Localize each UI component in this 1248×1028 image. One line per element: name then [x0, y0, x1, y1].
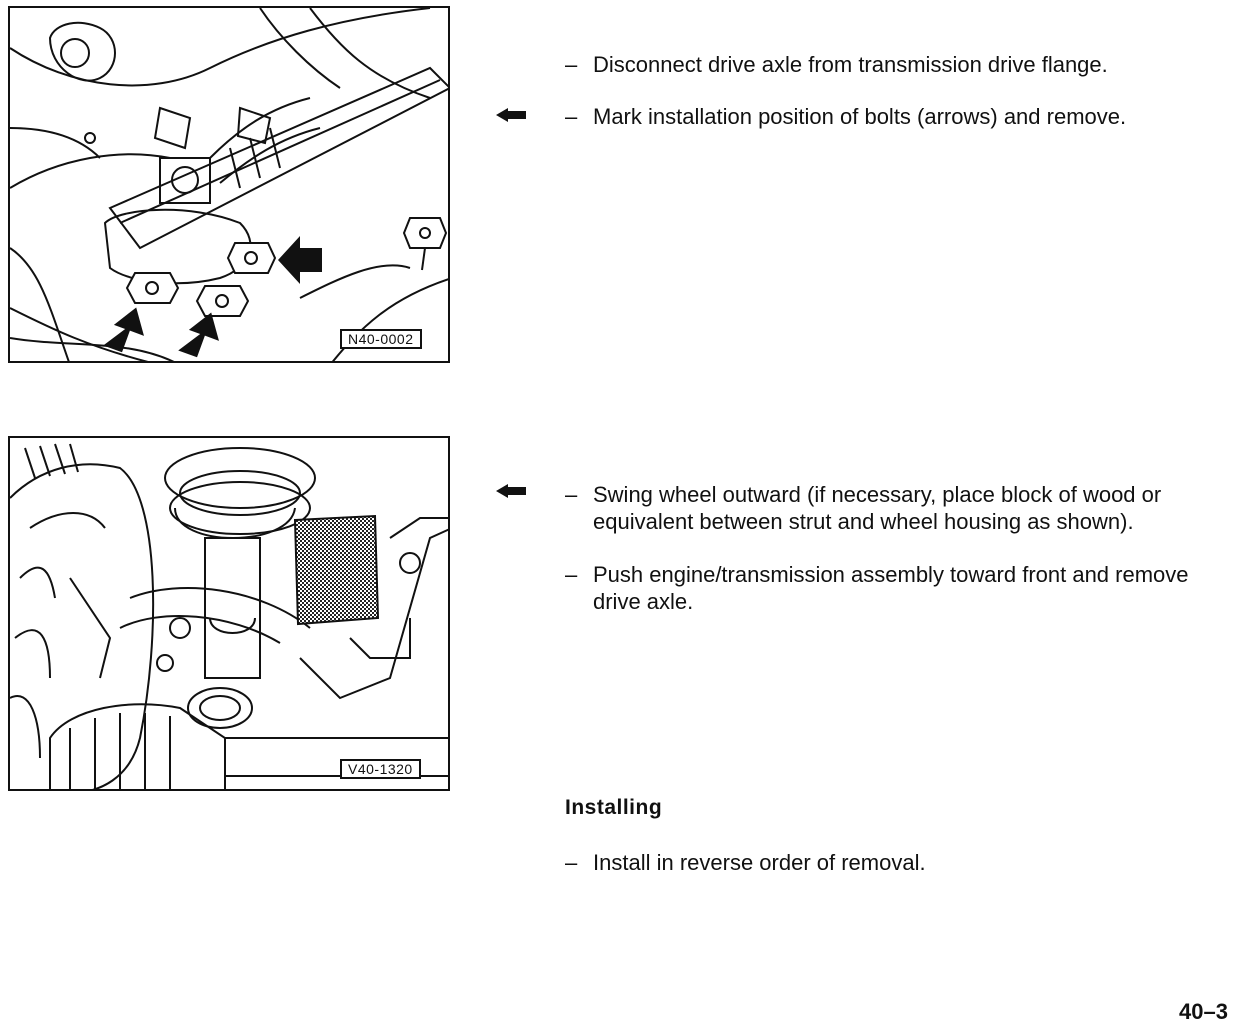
step-dash: –: [565, 850, 578, 875]
step-dash: –: [565, 482, 578, 507]
figure-label: V40-1320: [340, 759, 421, 779]
section-heading-installing: Installing: [565, 796, 663, 819]
step-text: Disconnect drive axle from transmission drive flange.: [593, 52, 1108, 77]
step-dash: –: [565, 104, 578, 129]
wheel-outward-strut-illustration: [10, 438, 450, 791]
instruction-step: [565, 481, 1248, 535]
step-text: Mark installation position of bolts (arrows) and remove.: [593, 104, 1127, 129]
step-dash: –: [565, 562, 578, 587]
step-dash: –: [565, 52, 578, 77]
figure-label: N40-0002: [340, 329, 422, 349]
step-text: Push engine/transmission assembly toward front and remove drive axle.: [593, 562, 1189, 614]
page-number: 40–3: [1179, 999, 1228, 1024]
left-pointer-arrow-icon: [496, 107, 526, 123]
figure-drive-flange: [8, 6, 450, 363]
instruction-step: [565, 849, 1248, 876]
left-pointer-arrow-icon: [496, 483, 526, 499]
step-text: Install in reverse order of removal.: [593, 850, 926, 875]
figure-wheel-outward: [8, 436, 450, 791]
instruction-step: [565, 51, 1248, 78]
drive-flange-bolts-illustration: [10, 8, 450, 363]
instruction-step: [565, 561, 1213, 615]
step-text: Swing wheel outward (if necessary, place block of wood or equivalent between strut and wheel housing as shown).: [593, 482, 1162, 534]
instruction-step: [565, 103, 1248, 130]
